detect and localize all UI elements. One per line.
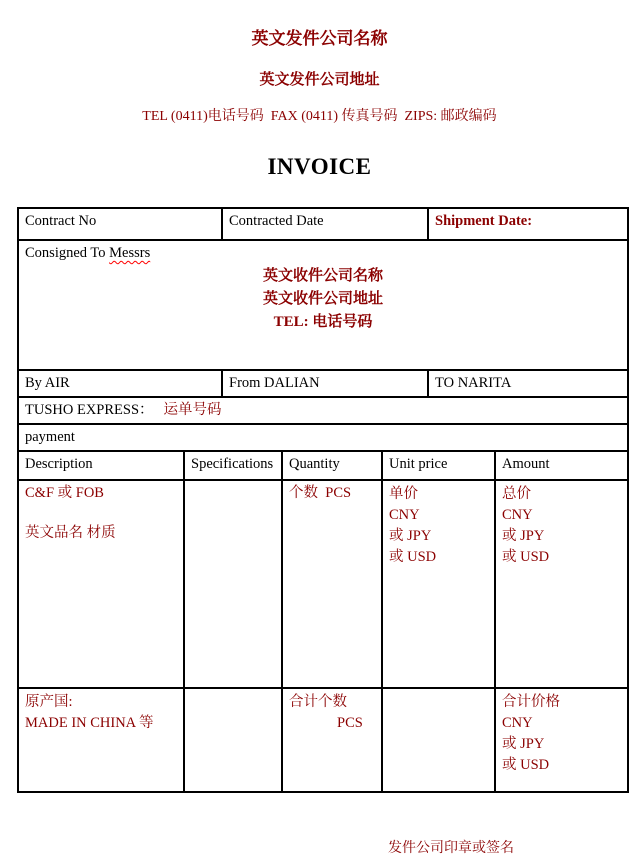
item-amount-cell (495, 480, 628, 688)
waybill-number: 运单号码 (163, 402, 222, 418)
total-amount-cell (495, 688, 628, 792)
receiver-block (25, 265, 621, 334)
contracted-date-cell: Contracted Date (222, 208, 428, 240)
amount-line: CNY (502, 507, 533, 523)
amount-line: 或 JPY (502, 528, 545, 544)
total-quantity-label: 合计个数 (289, 694, 347, 710)
col-description: Description (18, 451, 184, 480)
express-label: TUSHO EXPRESS： (25, 402, 154, 418)
col-amount: Amount (495, 451, 628, 480)
col-quantity: Quantity (282, 451, 382, 480)
from-dalian-cell: From DALIAN (222, 370, 428, 397)
item-description-cell (18, 480, 184, 688)
total-row (18, 688, 628, 792)
signature-line: 发件公司印章或签名 (388, 841, 514, 856)
total-specifications-cell (184, 688, 282, 792)
consignee-label (25, 244, 621, 263)
total-amount-line: 合计价格 (502, 694, 560, 710)
product-name-line: 英文品名 材质 (25, 525, 116, 541)
transport-row (18, 370, 628, 397)
item-specifications-cell (184, 480, 282, 688)
invoice-header-table (17, 207, 629, 452)
item-unit-price-cell (382, 480, 495, 688)
payment-cell: payment (18, 424, 628, 451)
unit-price-line: 或 USD (389, 549, 437, 565)
unit-price-line: 单价 (389, 486, 418, 502)
payment-row (18, 424, 628, 451)
contract-row (18, 208, 628, 240)
incoterm-line: C&F 或 FOB (25, 485, 104, 501)
to-narita-cell: TO NARITA (428, 370, 628, 397)
amount-line: 总价 (502, 486, 531, 502)
origin-cell (18, 688, 184, 792)
consignee-label-prefix: Consigned To (25, 245, 106, 261)
total-quantity-cell (282, 688, 382, 792)
items-header-row (18, 451, 628, 480)
sender-company-address: 英文发件公司地址 (259, 72, 380, 88)
total-amount-line: CNY (502, 715, 533, 731)
receiver-company-name: 英文收件公司名称 (262, 268, 383, 284)
total-amount-line: 或 JPY (502, 736, 545, 752)
amount-line: 或 USD (502, 549, 550, 565)
document-title: INVOICE (267, 154, 372, 179)
item-quantity-cell: 个数 PCS (282, 480, 382, 688)
item-row (18, 480, 628, 688)
total-amount-line: 或 USD (502, 757, 550, 773)
unit-price-line: CNY (389, 507, 420, 523)
receiver-tel: TEL: 电话号码 (273, 314, 373, 330)
receiver-company-address: 英文收件公司地址 (262, 291, 383, 307)
origin-label: 原产国: (25, 694, 73, 710)
col-specifications: Specifications (184, 451, 282, 480)
consignee-row (18, 240, 628, 370)
express-row (18, 397, 628, 424)
total-quantity-unit: PCS (337, 715, 363, 731)
by-air-cell: By AIR (18, 370, 222, 397)
sender-contact-line: TEL (0411)电话号码 FAX (0411) 传真号码 ZIPS: 邮政编码 (142, 109, 497, 124)
shipment-date-cell: Shipment Date: (428, 208, 628, 240)
consignee-label-messrs: Messrs (109, 245, 151, 261)
invoice-items-table (17, 450, 629, 793)
origin-value: MADE IN CHINA 等 (25, 715, 154, 731)
total-unit-price-cell (382, 688, 495, 792)
col-unit-price: Unit price (382, 451, 495, 480)
sender-company-name: 英文发件公司名称 (251, 29, 388, 48)
contract-no-cell: Contract No (18, 208, 222, 240)
express-cell (18, 397, 628, 424)
consignee-cell (18, 240, 628, 370)
unit-price-line: 或 JPY (389, 528, 432, 544)
